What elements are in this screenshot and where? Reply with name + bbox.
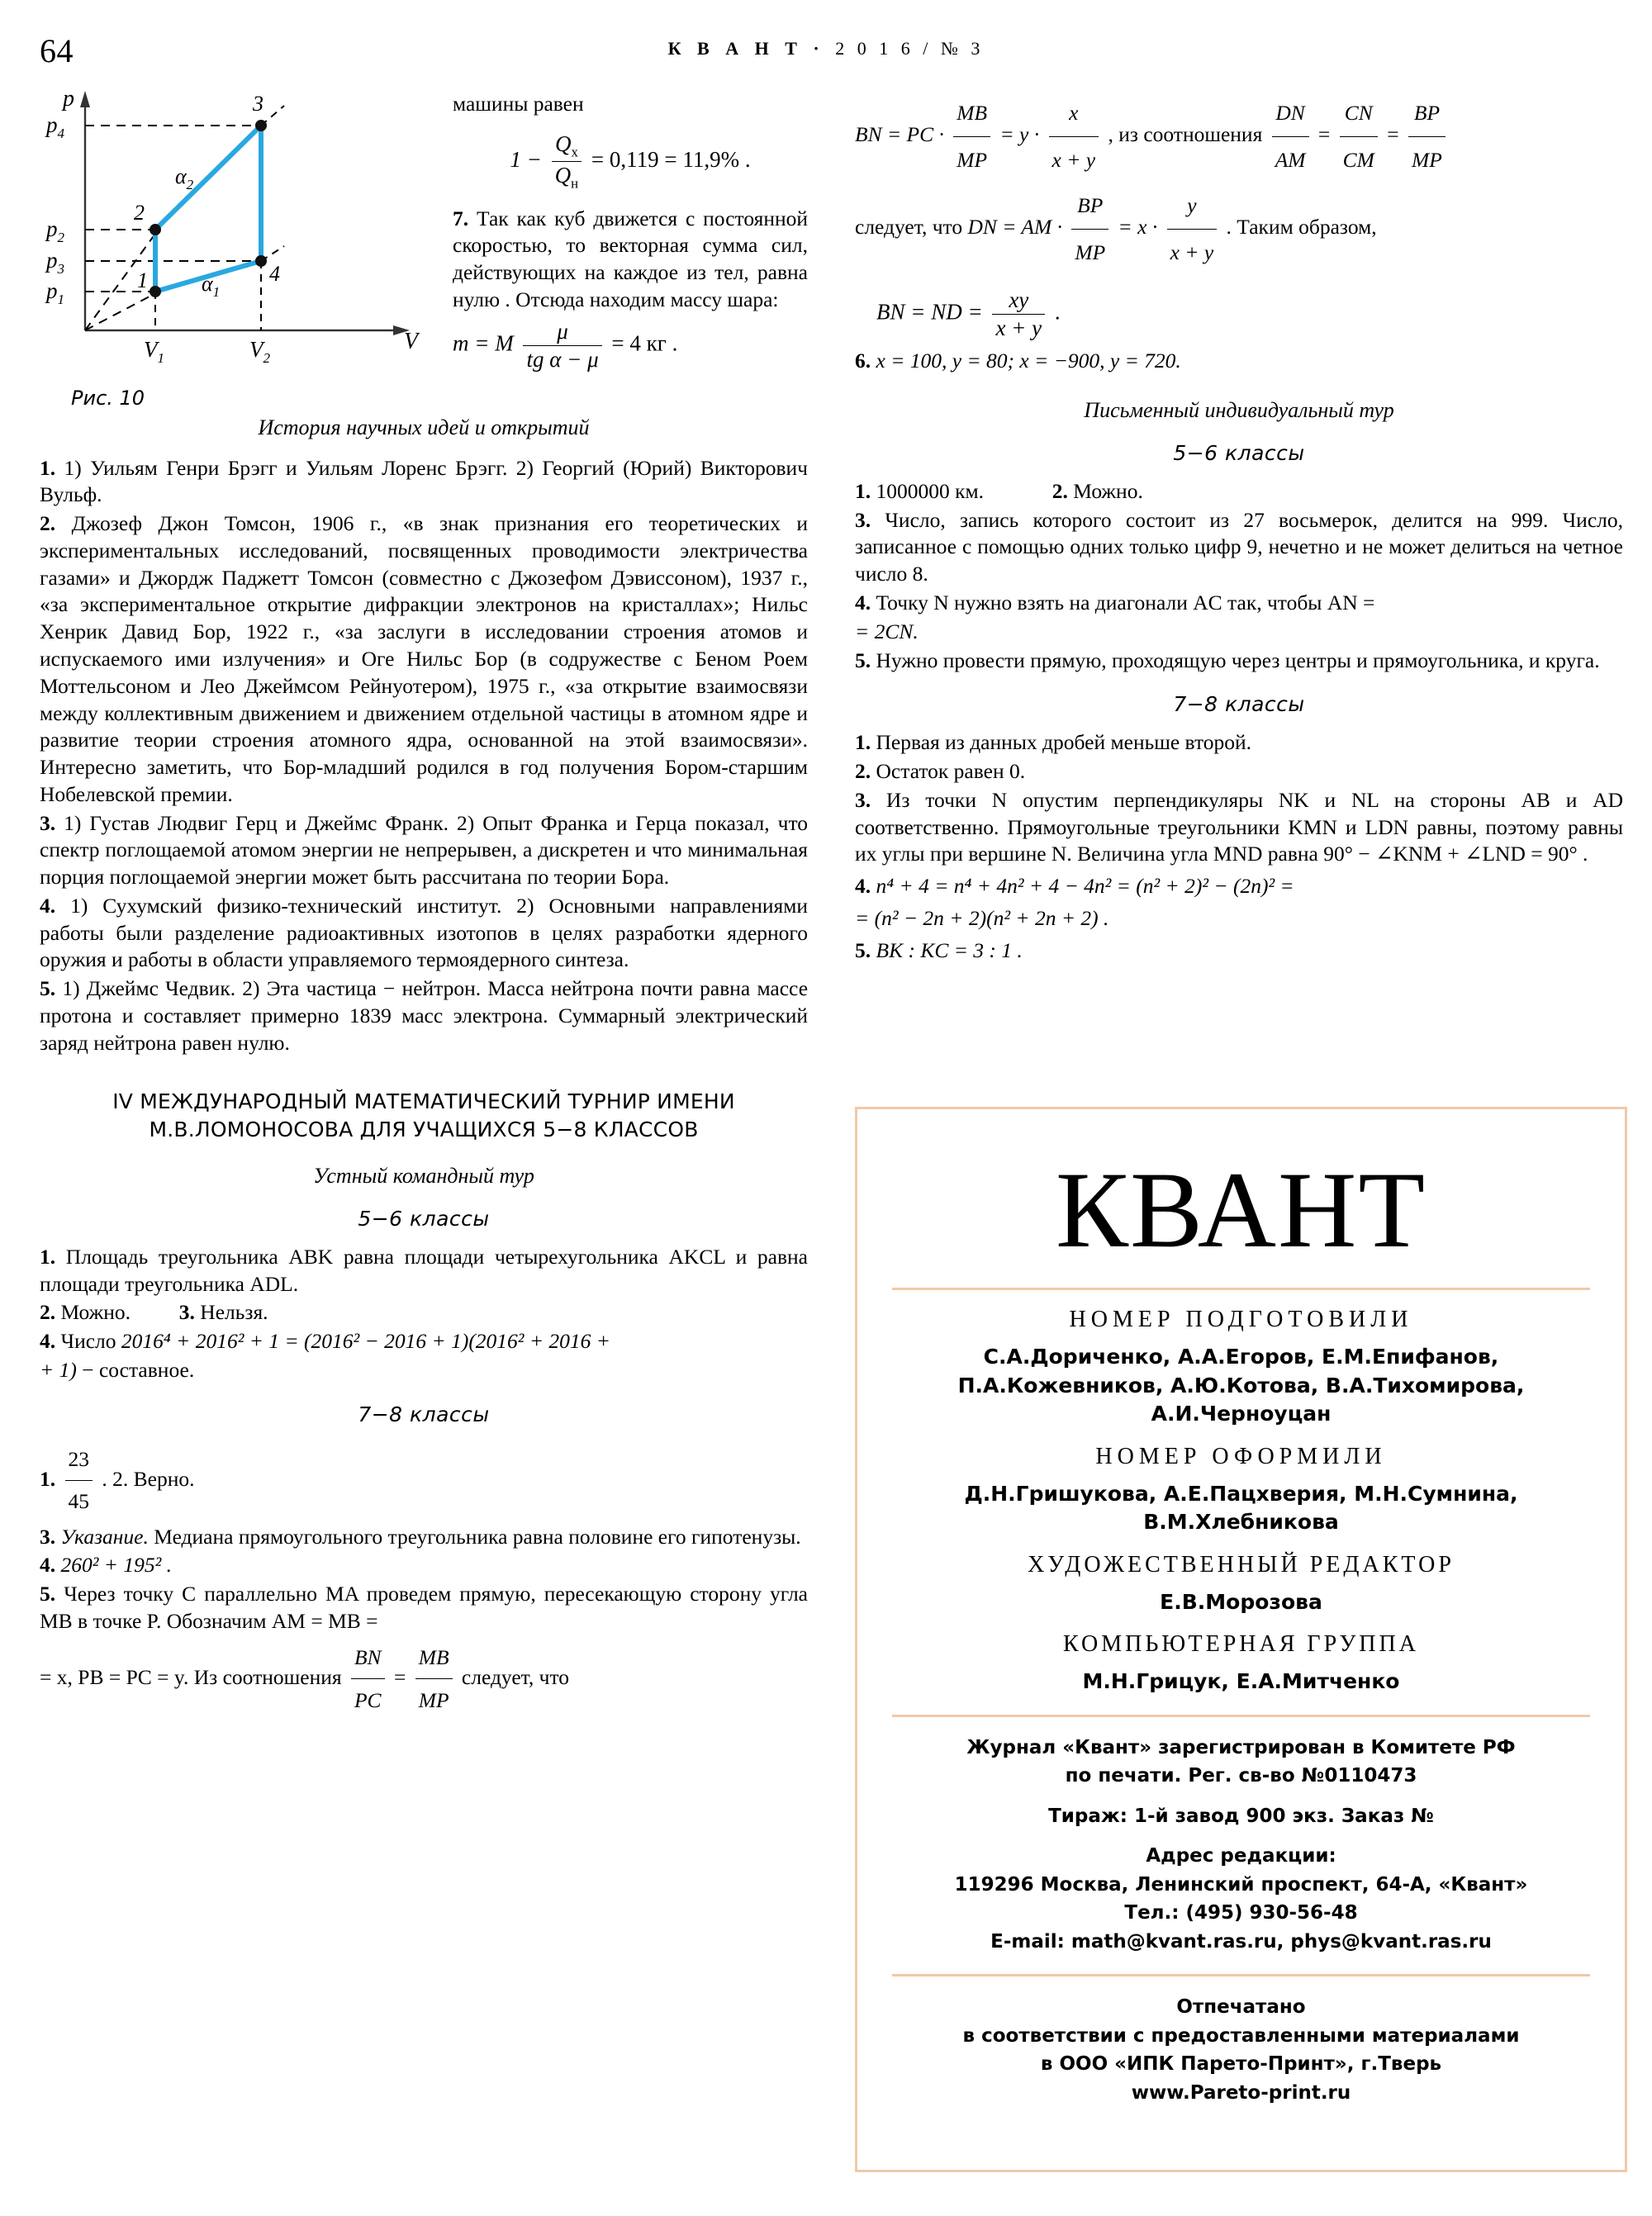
section-oral-round: Устный командный тур <box>313 1163 534 1188</box>
answer-item-6 <box>855 348 1623 375</box>
prepared-name-line-1: С.А.Дориченко, А.А.Егоров, Е.М.Епифанов, <box>983 1345 1499 1369</box>
written-7-8-item-5 <box>855 937 1623 965</box>
fraction-numerator: μ <box>557 318 568 344</box>
formula-efficiency <box>453 131 808 192</box>
item-text: 1) Джеймс Чедвик. 2) Эта частица − нейтрон. Масса нейтрона почти равна массе протона и составляет примерно 1839 масс электрона. Суммарный электрический заряд нейтрона равен нулю. <box>40 976 809 1055</box>
item-text-post: следует, что <box>461 1664 570 1689</box>
item-number: 4. <box>855 874 871 899</box>
item-text: Остаток равен 0. <box>876 759 1026 784</box>
prepared-names <box>885 1343 1597 1429</box>
printed-line-3: в ООО «ИПК Парето-Принт», г.Тверь <box>1040 2053 1442 2075</box>
mass-lhs: m = M <box>453 330 514 356</box>
oral-item-4-cont <box>40 1357 808 1384</box>
computer-group-name-line-1: М.Н.Грицук, Е.А.Митченко <box>1082 1669 1400 1693</box>
svg-text:p2: $p_2$ <box>46 216 64 245</box>
fraction-mu <box>523 319 601 372</box>
section-grades-7-8: 7−8 классы <box>1173 692 1305 717</box>
fraction-numerator: MB <box>418 1644 449 1669</box>
history-item-1 <box>40 455 808 510</box>
written-item-4 <box>855 590 1623 617</box>
printed-line-2: в соответствии с предоставленными материалами <box>962 2024 1520 2047</box>
formula-dn-row <box>855 183 1623 274</box>
item-text-pre: = x, PB = PC = y. Из соотношения <box>40 1664 342 1689</box>
page-number: 64 <box>40 32 74 69</box>
written-item-3 <box>855 507 1623 588</box>
fraction-numerator: y <box>1187 193 1197 218</box>
history-item-5 <box>40 975 808 1056</box>
svg-text:V2: $V_2$ <box>249 337 270 366</box>
item-number: 1. <box>855 730 871 755</box>
running-head-dot: · <box>813 38 825 59</box>
fraction-denominator: MP <box>953 136 990 183</box>
art-editor-title: ХУДОЖЕСТВЕННЫЙ РЕДАКТОР <box>1028 1551 1455 1578</box>
fraction-dn-am <box>1272 91 1309 182</box>
address-title: Адрес редакции: <box>1146 1845 1336 1867</box>
svg-text:2: 2 <box>134 201 145 225</box>
item-number: 5. <box>40 976 56 1001</box>
fraction-numerator: CN <box>1344 101 1373 125</box>
designed-title: НОМЕР ОФОРМИЛИ <box>1095 1443 1387 1469</box>
fraction-numerator: $Q_х$ <box>554 130 578 160</box>
written-item-4-cont <box>855 619 1623 646</box>
journal-name: К В А Н Т <box>667 38 803 59</box>
item-text: Нужно провести прямую, проходящую через центры и прямоугольника, и круга. <box>876 648 1600 672</box>
history-item-4 <box>40 893 808 974</box>
bn-mid: = y · <box>999 121 1040 146</box>
fraction-numerator: 23 <box>68 1446 89 1471</box>
item-number: 2. <box>1051 478 1068 503</box>
computer-group-title: КОМПЬЮТЕРНАЯ ГРУППА <box>1063 1631 1419 1657</box>
fraction-mb-mp <box>953 91 990 182</box>
fraction-denominator: MP <box>1408 136 1446 183</box>
dn-lhs: DN = AM · <box>967 215 1062 239</box>
item-number: 5. <box>855 648 871 672</box>
running-head <box>0 38 1652 59</box>
designed-name-line-2: В.М.Хлебникова <box>1143 1510 1339 1534</box>
item-text: Через точку C параллельно MA проведем прямую, пересекающую сторону угла MB в точке P. Обозначим AM = MB = <box>40 1582 808 1633</box>
fraction-bp-mp <box>1071 183 1108 274</box>
fraction-numerator: xy <box>1009 287 1029 313</box>
fraction-denominator: $Q_н$ <box>552 161 582 192</box>
item-text: 260² + 195² . <box>60 1553 172 1578</box>
printed-line-1: Отпечатано <box>1176 1996 1306 2018</box>
oral-7-8-item-1 <box>40 1440 808 1522</box>
fraction-denominator: CM <box>1340 136 1378 183</box>
section-grades-5-6: 5−6 классы <box>358 1206 490 1231</box>
bnnd-lhs: BN = ND = <box>876 299 983 325</box>
item-text: Число, запись которого состоит из 27 восьмерок, делится на 999. Число, записанное с помощью одних только цифр 9, нечетно и не может делиться на четное число 8. <box>855 507 1623 586</box>
item-text: Так как куб движется с постоянной скоростью, то векторная сумма сил, действующих на каждое из тел, равна нулю . Отсюда находим массу шара: <box>453 206 809 311</box>
fraction-x-xy <box>1049 91 1099 182</box>
fraction-numerator: BP <box>1077 193 1104 218</box>
item-expression: 2016⁴ + 2016² + 1 = (2016² − 2016 + 1)(2016² + 2016 + <box>121 1329 610 1354</box>
item-number: 1. <box>855 478 871 503</box>
written-7-8-item-1 <box>855 729 1623 757</box>
item-tail: . 2. Верно. <box>102 1466 195 1491</box>
item-text-tail: − составное. <box>82 1358 195 1383</box>
prepared-name-line-3: А.И.Черноуцан <box>1151 1402 1332 1426</box>
svg-text:p4: $p_4$ <box>46 112 64 141</box>
section-grades-7-8: 7−8 классы <box>358 1402 490 1426</box>
item-number: 1. <box>40 455 56 480</box>
section-history-title: История научных идей и открытий <box>258 415 590 439</box>
colophon-box <box>855 1107 1627 2172</box>
fraction-denominator: MP <box>415 1678 453 1721</box>
eq-result-2: 11,9% . <box>682 146 751 172</box>
lead-text: машины равен <box>453 92 584 116</box>
registration-block <box>885 1734 1597 1957</box>
computer-group-names <box>885 1668 1597 1696</box>
fraction-numerator: MB <box>957 101 988 125</box>
fraction-numerator: DN <box>1275 101 1305 125</box>
colophon-inner <box>857 1109 1625 2123</box>
section-written-round: Письменный индивидуальный тур <box>1084 397 1394 422</box>
issue-label: 2 0 1 6 / № 3 <box>835 38 985 59</box>
item-number: 7. <box>453 206 469 230</box>
printed-block <box>885 1993 1597 2107</box>
tournament-heading-line-1: IV МЕЖДУНАРОДНЫЙ МАТЕМАТИЧЕСКИЙ ТУРНИР ИМЕНИ <box>112 1089 735 1114</box>
fraction-bp-mp <box>1408 91 1446 182</box>
svg-text:α2: $\alpha_2$ <box>175 164 194 192</box>
print-run: Тираж: 1-й завод 900 экз. Заказ № <box>1048 1805 1434 1827</box>
fraction-numerator: x <box>1069 101 1079 125</box>
svg-text:p1: $p_1$ <box>46 278 64 307</box>
oral-7-8-item-3 <box>40 1524 808 1551</box>
svg-text:p: p <box>63 86 74 112</box>
answer-item-7 <box>453 206 808 314</box>
art-editor-name-line-1: Е.В.Морозова <box>1160 1589 1322 1614</box>
fraction-denominator: x + y <box>1167 229 1218 275</box>
item-number: 1. <box>40 1244 56 1269</box>
page-header <box>0 31 1652 69</box>
fraction-denominator: PC <box>351 1678 385 1721</box>
item-text: Можно. <box>60 1300 131 1325</box>
art-editor-names <box>885 1588 1597 1617</box>
eq-minus: − <box>526 146 542 172</box>
written-item-5 <box>855 648 1623 675</box>
item-text: Первая из данных дробей меньше второй. <box>876 730 1252 755</box>
item-text: n⁴ + 4 = n⁴ + 4n² + 4 − 4n² = (n² + 2)² − (2n)² = <box>876 874 1294 899</box>
tournament-heading <box>40 1088 808 1144</box>
item-number: 3. <box>40 1524 56 1549</box>
oral-item-4 <box>40 1328 808 1355</box>
fraction-23-45 <box>65 1440 93 1522</box>
written-7-8-item-3 <box>855 787 1623 868</box>
svg-text:α1: $\alpha_1$ <box>202 272 221 300</box>
formula-bn-nd <box>876 287 1623 341</box>
item-text: Нельзя. <box>200 1300 268 1325</box>
mass-rhs: = 4 кг . <box>611 330 678 356</box>
address-line-1: 119296 Москва, Ленинский проспект, 64-А, «Квант» <box>954 1873 1528 1896</box>
history-item-3 <box>40 810 808 891</box>
fraction-qx-qn <box>552 131 582 192</box>
fraction-cn-cm <box>1340 91 1378 182</box>
email-line[interactable]: E-mail: math@kvant.ras.ru, phys@kvant.ras.ru <box>990 1930 1492 1953</box>
svg-text:p3: $p_3$ <box>46 248 64 277</box>
equals-sign-1: = <box>1317 121 1331 146</box>
item-text: Джозеф Джон Томсон, 1906 г., «в знак признания его теоретических и экспериментальных исследований, посвященных проводимости электричества газами» и Джордж Паджетт Томсон (совместно с Джозефом Дэвиссоном), 1937 г., «за экспериментальное открытие дифракции электронов на кристаллах»; Нильс Хенрик Давид Бор, 1922 г., «за заслуги в исследовании строения атомов и испускаемого ими излучения» и Оге Нильс Бор (в содружестве с Беном Роем Моттельсоном и Лео Джеймсом Рейнуотером), 1975 г., «за открытие взаимосвязи между коллективным движением и движением отдельной частицы в атомном ядре и развитие теории строения атомного ядра, основанной на этой взаимосвязи». Интересно заметить, что Бор-младший родился в год получения Бором-старшим Нобелевской премии. <box>40 511 809 806</box>
svg-text:3: 3 <box>253 92 263 116</box>
fraction-denominator: AM <box>1272 136 1309 183</box>
item-number: 2. <box>40 511 56 536</box>
item-number: 4. <box>855 591 871 615</box>
item-lead: Указание. <box>60 1524 149 1549</box>
item-text: Из точки N опустим перпендикуляры NK и NL на стороны AB и AD соответственно. Прямоугольные треугольники KMN и LDN равны, поэтому равны их углы при вершине N. Величина угла MND равна 90° − ∠KNM + ∠LND = 90° . <box>855 787 1623 866</box>
kvant-logo: КВАНТ <box>1055 1149 1427 1270</box>
eq-one: 1 <box>510 146 521 172</box>
fraction-bn-pc <box>351 1637 385 1721</box>
oral-7-8-item-5 <box>40 1581 808 1635</box>
item-number: 4. <box>40 1329 56 1354</box>
written-7-8-item-4-cont <box>855 905 1623 932</box>
equals-sign: = <box>393 1664 406 1689</box>
fraction-numerator: BP <box>1413 101 1441 125</box>
item-number: 3. <box>855 787 871 812</box>
svg-text:1: 1 <box>137 268 148 292</box>
divider-rule-3 <box>892 1974 1590 1976</box>
designed-name-line-1: Д.Н.Гришукова, А.Е.Пацхверия, М.Н.Сумнина, <box>964 1481 1518 1506</box>
item-text: = (n² − 2n + 2)(n² + 2n + 2) . <box>855 905 1109 930</box>
item-text: BK : KC = 3 : 1 . <box>876 937 1023 962</box>
fraction-denominator: x + y <box>1049 136 1099 183</box>
dn-mid: = x · <box>1118 215 1158 239</box>
equals-sign-2: = <box>1387 121 1399 146</box>
tournament-heading-line-2: М.В.ЛОМОНОСОВА ДЛЯ УЧАЩИХСЯ 5−8 КЛАССОВ <box>149 1117 699 1142</box>
bn-lhs: BN = PC · <box>855 121 944 146</box>
fraction-numerator: BN <box>354 1644 382 1669</box>
dn-post: . Таким образом, <box>1226 215 1377 239</box>
written-7-8-item-2 <box>855 758 1623 785</box>
prepared-name-line-2: П.А.Кожевников, А.Ю.Котова, В.А.Тихомирова, <box>957 1373 1525 1397</box>
left-column <box>40 91 808 1723</box>
item-number: 1. <box>40 1466 56 1491</box>
item-text-lead: Число <box>60 1329 116 1354</box>
item-number: 4. <box>40 1553 56 1578</box>
designed-names <box>885 1480 1597 1537</box>
fraction-denominator: x + y <box>992 314 1045 341</box>
fraction-xy-xy <box>992 287 1045 341</box>
svg-text:V: V <box>404 329 419 354</box>
oral-7-8-item-4 <box>40 1552 808 1579</box>
item-text: x = 100, y = 80; x = −900, y = 720. <box>876 349 1181 373</box>
item-text: Можно. <box>1073 478 1143 503</box>
divider-rule-1 <box>892 1288 1590 1290</box>
bn-connector: , из соотношения <box>1108 121 1263 146</box>
registration-line-2: по печати. Рег. св-во №0110473 <box>1065 1765 1417 1787</box>
prepared-title: НОМЕР ПОДГОТОВИЛИ <box>1069 1307 1413 1332</box>
item-text: 1000000 км. <box>876 478 985 503</box>
item-number: 3. <box>855 507 871 532</box>
item-number: 5. <box>40 1582 56 1606</box>
eq-result-1: = 0,119 = <box>591 146 677 172</box>
oral-items-2-3 <box>40 1299 808 1326</box>
printer-website[interactable]: www.Pareto-print.ru <box>1131 2081 1351 2104</box>
written-7-8-item-4 <box>855 873 1623 900</box>
item-expression-cont: + 1) <box>40 1358 77 1383</box>
registration-line-1: Журнал «Квант» зарегистрирован в Комитете РФ <box>966 1736 1516 1758</box>
formula-mass <box>453 319 808 372</box>
fraction-denominator: tg α − μ <box>523 345 601 372</box>
item-number: 3. <box>178 1300 195 1325</box>
item-number: 3. <box>40 810 56 835</box>
svg-text:V1: $V_1$ <box>144 337 164 366</box>
oral-7-8-item-5-cont <box>40 1637 808 1721</box>
svg-text:4: 4 <box>269 262 280 286</box>
item-text: = 2CN. <box>855 619 919 643</box>
divider-rule-2 <box>892 1715 1590 1717</box>
fraction-y-xy <box>1167 183 1218 274</box>
item-text: 1) Сухумский физико-технический институт. 2) Основными направлениями работы были разделение радиоактивных изотопов в целях разработки ядерного оружия и работы в области управляемого термоядерного синтеза. <box>40 893 809 972</box>
item-number: 2. <box>855 759 871 784</box>
bnnd-post: . <box>1054 299 1061 325</box>
oral-item-1 <box>40 1244 808 1298</box>
written-items-1-2 <box>855 478 1623 505</box>
item-number: 2. <box>40 1300 56 1325</box>
figure-caption: Рис. 10 <box>71 387 145 410</box>
phone-line: Тел.: (495) 930-56-48 <box>1124 1902 1358 1924</box>
item-number: 6. <box>855 349 871 373</box>
fraction-mb-mp <box>415 1637 453 1721</box>
fraction-denominator: 45 <box>65 1480 93 1521</box>
fraction-denominator: MP <box>1071 229 1108 275</box>
history-item-2 <box>40 510 808 808</box>
item-text: Площадь треугольника ABK равна площади четырехугольника AKCL и равна площади треугольника ADL. <box>40 1244 808 1296</box>
item-text: Точку N нужно взять на диагонали AC так, чтобы AN = <box>876 591 1375 615</box>
item-number: 5. <box>855 937 871 962</box>
item-text: Медиана прямоугольного треугольника равна половине его гипотенузы. <box>154 1524 801 1549</box>
section-grades-5-6: 5−6 классы <box>1173 440 1305 465</box>
formula-bn-row <box>855 91 1623 182</box>
right-column <box>855 91 1623 966</box>
item-text: 1) Уильям Генри Брэгг и Уильям Лоренс Брэгг. 2) Георгий (Юрий) Викторович Вульф. <box>40 455 808 507</box>
item-number: 4. <box>40 893 56 918</box>
dn-pre: следует, что <box>855 215 963 239</box>
item-text: 1) Густав Людвиг Герц и Джеймс Франк. 2) Опыт Франка и Герца показал, что спектр поглощаемой атомом энергии не непрерывен, а дискретен и что минимальная порция поглощаемой энергии может быть рассчитана по теории Бора. <box>40 810 808 890</box>
